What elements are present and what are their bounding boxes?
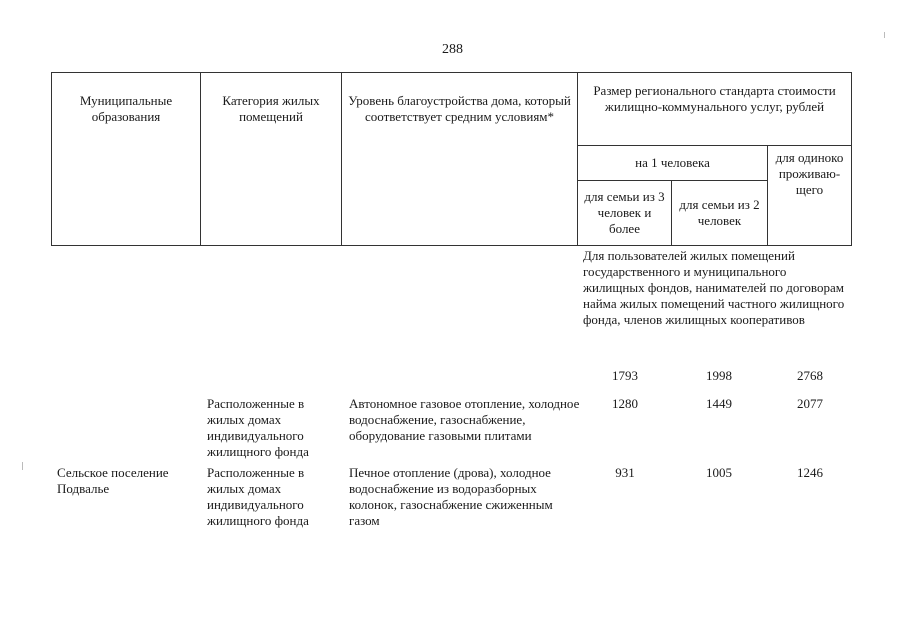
row2-single: 2077	[797, 396, 823, 411]
header-housing-category: Категория жилых помещений	[201, 73, 342, 246]
row1-single: 2768	[797, 368, 823, 383]
row3-single: 1246	[797, 465, 823, 480]
header-family-2: для семьи из 2 человек	[672, 181, 768, 246]
row1-family-2: 1998	[706, 368, 732, 383]
row3-level: Печное отопление (дрова), холодное водоснабжение из водоразборных колонок, газоснабжение сжиженным газом	[349, 465, 553, 528]
row1-family-3-plus: 1793	[612, 368, 638, 383]
header-amenity-level: Уровень благоустройства дома, который соответствует средним условиям*	[342, 73, 578, 246]
row3-municipality: Сельское поселение Подвалье	[57, 465, 169, 496]
header-municipality: Муниципальные образования	[52, 73, 201, 246]
row3-family-3-plus: 931	[615, 465, 635, 480]
header-family-3-plus: для семьи из 3 человек и более	[578, 181, 672, 246]
row2-category: Расположенные в жилых домах индивидуального жилищного фонда	[207, 396, 309, 459]
page-number: 288	[442, 42, 463, 57]
scan-artifact	[22, 462, 23, 470]
row2-level: Автономное газовое отопление, холодное водоснабжение, газоснабжение, оборудование газовыми плитами	[349, 396, 580, 443]
header-per-person: на 1 человека	[578, 146, 768, 181]
row2-family-2: 1449	[706, 396, 732, 411]
row2-family-3-plus: 1280	[612, 396, 638, 411]
header-single-resident: для одиноко проживаю-щего	[768, 146, 852, 246]
section-title: Для пользователей жилых помещений государственного и муниципального жилищных фондов, нанимателей по договорам найма жилых помещений частного жилищного фонда, членов жилищных кооперативов	[583, 248, 845, 327]
table-header	[51, 72, 852, 246]
row3-family-2: 1005	[706, 465, 732, 480]
row3-category: Расположенные в жилых домах индивидуального жилищного фонда	[207, 465, 309, 528]
header-standard-size: Размер регионального стандарта стоимости жилищно-коммунального услуг, рублей	[578, 73, 852, 146]
scan-artifact	[884, 32, 885, 38]
